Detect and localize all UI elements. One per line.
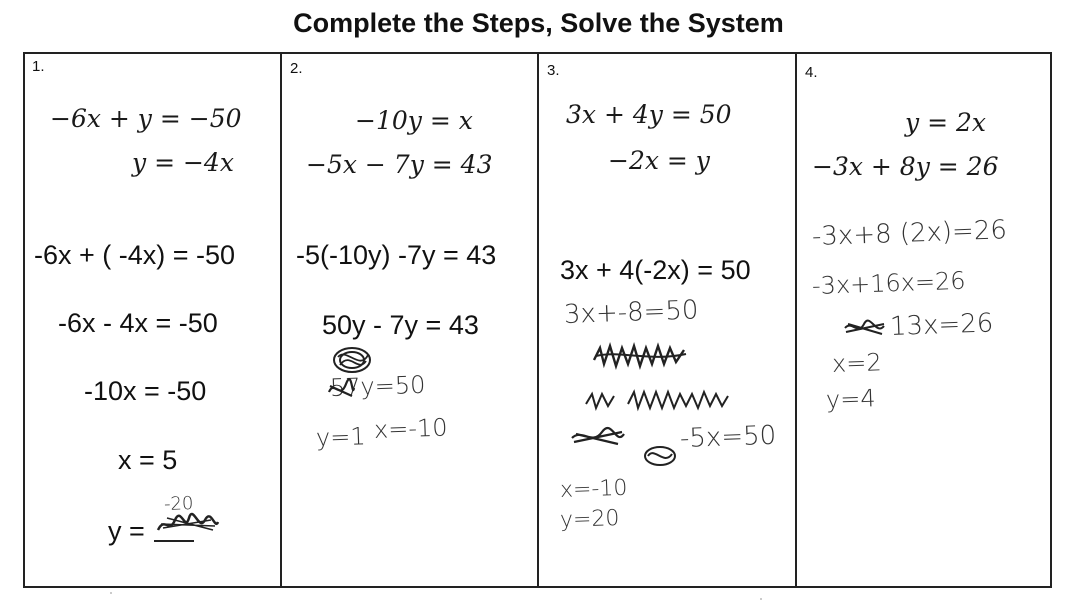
column-divider <box>795 52 797 588</box>
answer-blank-line <box>154 540 194 542</box>
column-divider <box>537 52 539 588</box>
handwritten-step: 3x+-8=50 <box>563 295 699 330</box>
step-solve-x: x = 5 <box>118 445 178 475</box>
scribble-icon <box>326 378 356 402</box>
handwritten-y-answer: y=20 <box>559 505 620 533</box>
scribble-icon <box>590 340 690 372</box>
problem-number: 3. <box>547 62 560 79</box>
system-equation-2: −3x + 8y = 26 <box>812 152 999 181</box>
handwritten-y-answer: y=1 <box>315 422 367 452</box>
system-equation-2: y = −4x <box>132 148 234 177</box>
scan-artifact <box>110 592 112 594</box>
system-equation-1: −6x + y = −50 <box>50 104 242 133</box>
scribble-icon <box>330 345 374 375</box>
page-title: Complete the Steps, Solve the System <box>293 8 784 38</box>
problem-number: 1. <box>32 58 45 75</box>
handwritten-x-answer: x=-10 <box>373 413 448 444</box>
system-equation-1: 3x + 4y = 50 <box>566 100 732 129</box>
system-equation-1: −10y = x <box>355 106 473 135</box>
scribble-icon <box>842 318 888 338</box>
system-equation-2: −5x − 7y = 43 <box>306 150 493 179</box>
handwritten-step: 57y=50 <box>329 370 426 402</box>
step-substitute: -5(-10y) -7y = 43 <box>296 240 497 270</box>
column-divider <box>280 52 282 588</box>
step-distribute: -6x - 4x = -50 <box>58 308 218 338</box>
step-solve-y: y = <box>108 516 145 546</box>
step-combine: -10x = -50 <box>84 376 207 406</box>
step-simplify: 50y - 7y = 43 <box>322 310 479 340</box>
handwritten-combine: 13x=26 <box>889 308 994 342</box>
handwritten-step: -5x=50 <box>679 420 777 454</box>
step-substitute: 3x + 4(-2x) = 50 <box>560 255 751 285</box>
handwritten-y-answer: y=4 <box>825 384 877 414</box>
handwritten-distribute: -3x+16x=26 <box>811 266 967 300</box>
problem-number: 2. <box>290 60 303 77</box>
scribble-icon <box>155 512 221 536</box>
system-equation-2: −2x = y <box>608 146 710 175</box>
system-equation-1: y = 2x <box>905 108 986 137</box>
scan-artifact <box>760 598 762 600</box>
step-substitute: -6x + ( -4x) = -50 <box>34 240 236 270</box>
problem-number: 4. <box>805 64 818 81</box>
scribble-icon <box>568 424 628 450</box>
handwritten-x-answer: x=-10 <box>559 475 628 503</box>
handwritten-substitute: -3x+8 (2x)=26 <box>811 215 1008 252</box>
scribble-icon <box>582 386 732 414</box>
scribble-icon <box>640 444 680 468</box>
handwritten-answer: -20 <box>163 492 194 515</box>
handwritten-x-answer: x=2 <box>831 348 883 378</box>
